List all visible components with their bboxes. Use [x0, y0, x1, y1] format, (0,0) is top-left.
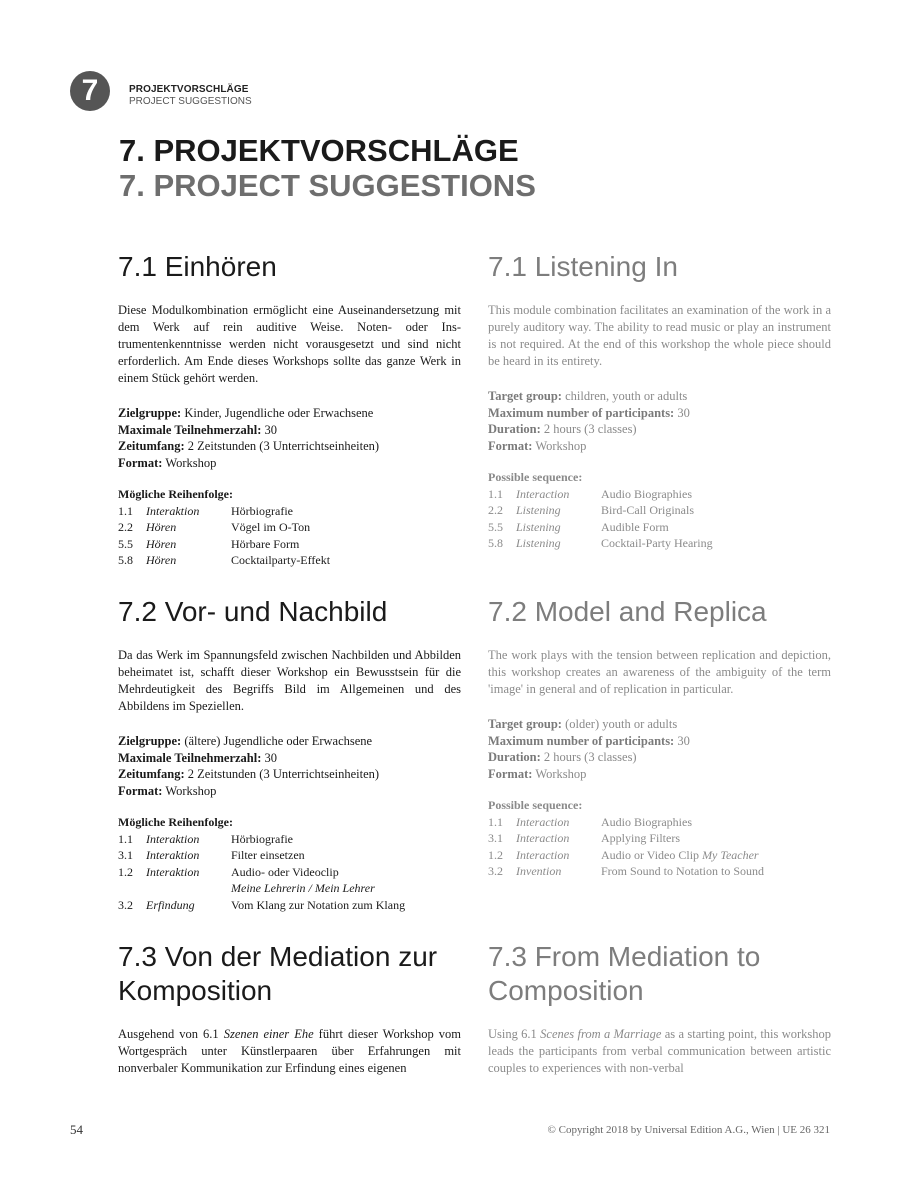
meta-label: Zeitumfang:	[118, 767, 185, 781]
seq-title: Audio Biographies	[601, 814, 692, 829]
seq-kind: Hören	[146, 520, 177, 534]
seq-title: Applying Filters	[601, 831, 681, 845]
seq-kind: Listening	[516, 503, 561, 517]
meta-value: 2 hours (3 classes)	[540, 750, 637, 764]
meta-label: Zielgruppe:	[118, 734, 182, 748]
seq-num: 5.8	[118, 553, 133, 567]
seq-title: Cocktailparty-Effekt	[231, 553, 331, 567]
seq-title: Audible Form	[601, 519, 669, 534]
sequence-row	[488, 486, 713, 503]
body-italic: Szenen einer Ehe	[223, 1027, 314, 1041]
seq-num: 3.1	[118, 848, 133, 862]
meta-value: 30	[674, 405, 690, 420]
sequence-row	[118, 864, 405, 881]
section-7-1-de	[118, 250, 461, 569]
sequence-row	[488, 519, 713, 536]
section-meta	[488, 716, 831, 782]
seq-num: 1.2	[488, 847, 503, 862]
heading-line: 7.3 Von der Mediation zur	[118, 941, 438, 972]
sequence-row	[118, 897, 405, 914]
seq-title: Vom Klang zur Notation zum Klang	[231, 897, 406, 912]
meta-value: Workshop	[532, 438, 587, 453]
seq-title: Filter einsetzen	[231, 848, 305, 862]
seq-title-text: Audio or Video Clip	[601, 847, 703, 862]
sequence-title: Possible sequence:	[488, 798, 583, 812]
meta-value: Workshop	[162, 783, 217, 798]
seq-title: Audio Biographies	[601, 486, 692, 501]
meta-label: Zielgruppe:	[118, 406, 182, 420]
meta-value: (older) youth or adults	[561, 717, 678, 731]
seq-title: From Sound to Notation to Sound	[601, 864, 765, 878]
meta-label: Zeitumfang:	[118, 439, 185, 453]
seq-title-italic: My Teacher	[702, 847, 759, 862]
section-7-2-en	[488, 595, 831, 880]
meta-label: Target group:	[488, 389, 562, 403]
sequence-row	[118, 519, 330, 536]
seq-title: Hörbiografie	[231, 503, 293, 518]
seq-kind: Interaction	[516, 814, 570, 829]
body-text: Ausgehend von 6.1	[118, 1027, 224, 1041]
sequence-table	[118, 503, 330, 569]
section-meta	[488, 388, 831, 454]
sequence-row	[118, 831, 405, 848]
seq-title: Hörbiografie	[231, 831, 293, 846]
seq-title: Cocktail-Party Hearing	[601, 536, 713, 550]
section-meta	[118, 733, 461, 799]
sequence-row	[118, 503, 330, 520]
seq-kind: Erfindung	[146, 897, 195, 912]
body-text: Using 6.1	[488, 1027, 541, 1041]
body-text: as a starting point, this workshop leads the participants from verbal communication between artistic couples to experiences with non-verbal	[488, 1027, 832, 1075]
seq-title	[601, 847, 764, 864]
meta-value: 30	[674, 733, 690, 748]
meta-value: 2 Zeitstunden (3 Unterrichtseinheiten)	[184, 439, 380, 453]
meta-value: (ältere) Jugendliche oder Erwachsene	[181, 734, 373, 748]
body-text: führt dieser Workshop vom Wortgespräch unter Künstlerpaaren über Erfahrungen mit nonverbaler Kommunikation zur Erfindung eines eigenen	[118, 1027, 462, 1075]
seq-kind: Interaktion	[146, 503, 200, 518]
section-body: Da das Werk im Spannungsfeld zwischen Nachbilden und Abbilden beheimatet ist, schafft dieser Workshop ein Bewusstsein für die Mehrdeutigkeit des Begriffs Bild im Allgemeinen und des Abbildens im Speziellen.	[118, 648, 461, 713]
seq-kind: Interaction	[516, 486, 570, 501]
sequence-row	[118, 880, 405, 897]
sequence-row	[488, 535, 713, 552]
seq-title: Vögel im O-Ton	[231, 520, 311, 534]
meta-label: Duration:	[488, 750, 541, 764]
seq-num: 1.1	[488, 814, 503, 829]
meta-label: Maximum number of participants:	[488, 405, 675, 420]
copyright-notice: © Copyright 2018 by Universal Edition A.G., Wien | UE 26 321	[547, 1124, 830, 1136]
meta-label: Duration:	[488, 422, 541, 436]
sequence-table	[488, 486, 713, 552]
section-body: Diese Modulkombination ermöglicht eine Auseinandersetzung mit dem Werk auf rein auditive Weise. Noten- oder Instrumentenkenntnisse werden nicht vorausgesetzt und sind nicht erforderlich. Am Ende dieses Workshops sollte das ganze Werk in einem Stück gehört werden.	[118, 303, 461, 385]
sequence-row	[488, 830, 764, 847]
meta-value: 30	[261, 750, 278, 765]
seq-num	[118, 880, 146, 897]
meta-label: Target group:	[488, 717, 562, 731]
seq-kind: Interaktion	[146, 848, 200, 862]
seq-kind: Listening	[516, 519, 561, 534]
sequence-row	[488, 847, 764, 864]
sequence-row	[118, 536, 330, 553]
body-italic: Scenes from a Marriage	[540, 1027, 662, 1041]
section-heading: 7.2 Model and Replica	[488, 596, 767, 627]
seq-kind: Interaktion	[146, 831, 200, 846]
sequence-row	[118, 552, 330, 569]
seq-num: 3.1	[488, 831, 503, 845]
seq-num: 5.5	[488, 519, 503, 534]
seq-kind: Hören	[146, 553, 177, 567]
meta-label: Maximum number of participants:	[488, 733, 675, 748]
seq-num: 1.1	[488, 486, 503, 501]
seq-num: 1.1	[118, 503, 133, 518]
meta-value: 30	[261, 422, 278, 437]
seq-num: 2.2	[488, 503, 503, 517]
seq-num: 3.2	[488, 864, 503, 878]
heading-line: Composition	[488, 975, 644, 1006]
section-7-1-en	[488, 250, 831, 552]
section-heading	[118, 940, 461, 1008]
sequence-row	[118, 847, 405, 864]
seq-kind: Invention	[516, 864, 562, 878]
meta-value: 2 hours (3 classes)	[540, 422, 637, 436]
section-meta	[118, 405, 461, 471]
meta-label: Maximale Teilnehmerzahl:	[118, 422, 262, 437]
section-body: The work plays with the tension between replication and depiction, this workshop creates an awareness of the ambiguity of the term 'image' in general and of replication in particular.	[488, 648, 831, 696]
seq-kind: Interaktion	[146, 864, 200, 879]
page-number: 54	[70, 1122, 83, 1137]
seq-num: 5.8	[488, 536, 503, 550]
seq-title: Hörbare Form	[231, 536, 300, 551]
sequence-title: Mögliche Reihenfolge:	[118, 487, 233, 501]
seq-num: 1.2	[118, 864, 133, 879]
heading-line: Komposition	[118, 975, 273, 1006]
section-7-3-de	[118, 940, 461, 1077]
seq-kind: Hören	[146, 536, 177, 551]
seq-kind: Listening	[516, 536, 561, 550]
running-title-de: PROJEKTVORSCHLÄGE	[129, 84, 249, 95]
seq-title: Bird-Call Originals	[601, 503, 694, 517]
chapter-number-badge: 7	[70, 71, 110, 111]
meta-label: Maximale Teilnehmerzahl:	[118, 750, 262, 765]
running-title-en: PROJECT SUGGESTIONS	[129, 96, 252, 107]
sequence-title: Possible sequence:	[488, 470, 583, 484]
section-body	[118, 1026, 461, 1077]
section-7-2-de	[118, 595, 461, 913]
meta-value: 2 Zeitstunden (3 Unterrichtseinheiten)	[184, 767, 380, 781]
meta-label: Format:	[488, 766, 533, 781]
section-heading: 7.1 Listening In	[488, 251, 678, 282]
heading-line: 7.3 From Mediation to	[488, 941, 761, 972]
sequence-table	[118, 831, 405, 914]
section-heading	[488, 940, 831, 1008]
seq-kind	[146, 880, 231, 897]
seq-kind: Interaction	[516, 847, 570, 862]
seq-kind: Interaction	[516, 831, 570, 845]
meta-label: Format:	[118, 455, 163, 470]
chapter-title-en: 7. PROJECT SUGGESTIONS	[119, 168, 536, 203]
section-body: This module combination facilitates an examination of the work in a purely auditory way. The ability to read music or play an instrument is not required. At the end of this workshop the whole piece should be heard in its entirety.	[488, 303, 831, 368]
section-heading: 7.2 Vor- und Nachbild	[118, 596, 388, 627]
meta-label: Format:	[488, 438, 533, 453]
sequence-table	[488, 814, 764, 880]
seq-title: Meine Lehrerin / Mein Lehrer	[231, 881, 375, 895]
seq-num: 3.2	[118, 897, 133, 912]
meta-value: children, youth or adults	[561, 389, 688, 403]
sequence-row	[488, 863, 764, 880]
section-body	[488, 1026, 831, 1077]
seq-num: 5.5	[118, 536, 133, 551]
section-7-3-en	[488, 940, 831, 1077]
meta-value: Workshop	[162, 455, 217, 470]
section-heading: 7.1 Einhören	[118, 251, 277, 282]
seq-num: 1.1	[118, 831, 133, 846]
meta-label: Format:	[118, 783, 163, 798]
sequence-title: Mögliche Reihenfolge:	[118, 815, 233, 829]
meta-value: Workshop	[532, 766, 587, 781]
seq-num: 2.2	[118, 520, 133, 534]
sequence-row	[488, 502, 713, 519]
meta-value: Kinder, Jugendliche oder Erwachsene	[181, 406, 374, 420]
sequence-row	[488, 814, 764, 831]
seq-title: Audio- oder Videoclip	[231, 864, 339, 879]
chapter-title-de: 7. PROJEKTVORSCHLÄGE	[119, 133, 519, 168]
